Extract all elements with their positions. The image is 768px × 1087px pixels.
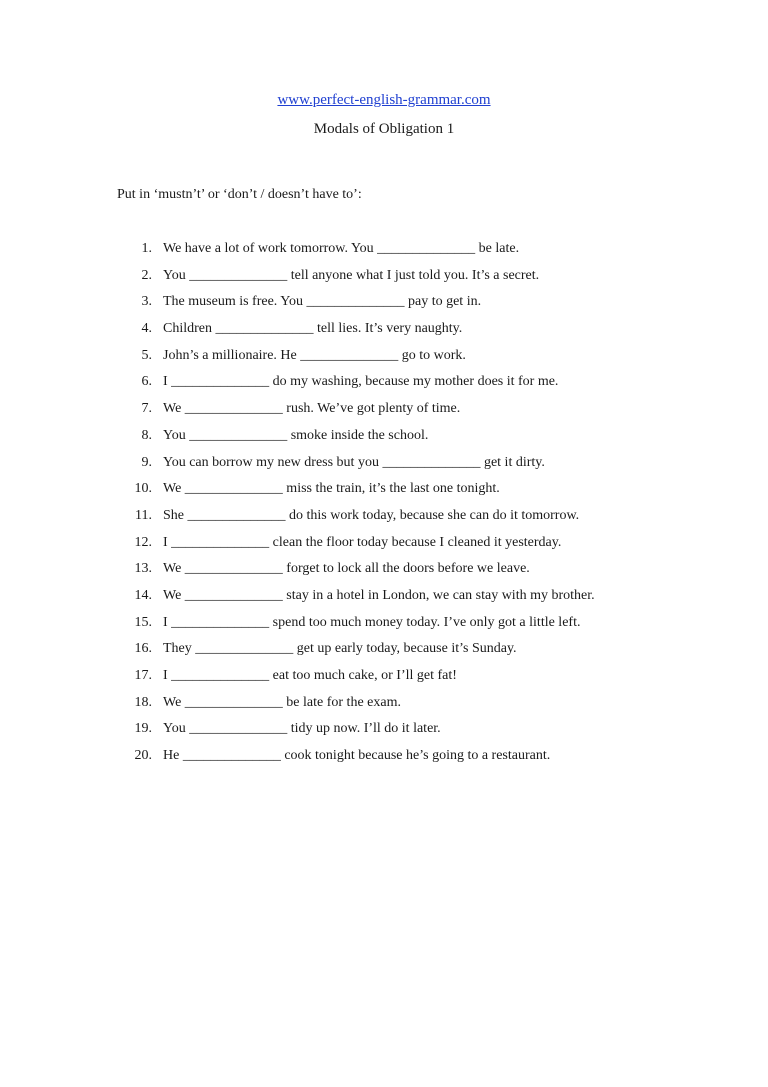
exercise-sentence: We have a lot of work tomorrow. You ______________ be late. [163, 241, 520, 256]
exercise-number: 17. [134, 668, 152, 683]
exercise-number: 2. [141, 267, 152, 283]
exercise-number: 19. [134, 721, 152, 737]
site-link[interactable]: www.perfect-english-grammar.com [277, 92, 491, 108]
exercise-sentence: I ______________ clean the floor today because I cleaned it yesterday. [163, 534, 562, 550]
exercise-sentence: We ______________ be late for the exam. [163, 694, 401, 710]
exercise-number: 13. [134, 561, 152, 577]
exercise-sentence: I ______________ spend too much money today. I’ve only got a little left. [163, 614, 581, 630]
exercise-sentence: You can borrow my new dress but you ______________ get it dirty. [163, 454, 545, 470]
exercise-sentence: We ______________ rush. We’ve got plenty of time. [163, 401, 461, 417]
exercise-number: 14. [134, 587, 152, 603]
exercise-sentence: You ______________ tell anyone what I just told you. It’s a secret. [163, 267, 540, 283]
exercise-number: 20. [134, 748, 152, 764]
page-title: Modals of Obligation 1 [313, 121, 455, 137]
exercise-sentence: John’s a millionaire. He ______________ go to work. [163, 347, 466, 363]
exercise-sentence: We ______________ forget to lock all the doors before we leave. [163, 561, 530, 577]
exercise-number: 18. [134, 694, 152, 710]
exercise-sentence: She ______________ do this work today, because she can do it tomorrow. [163, 507, 580, 523]
exercise-number: 16. [134, 641, 152, 657]
exercise-number: 10. [134, 481, 152, 497]
exercise-number: 6. [141, 374, 152, 390]
exercise-number: 12. [134, 534, 152, 550]
exercise-number: 7. [141, 401, 152, 417]
exercise-sentence: We ______________ stay in a hotel in London, we can stay with my brother. [163, 587, 595, 603]
exercise-sentence: He ______________ cook tonight because he’s going to a restaurant. [163, 748, 551, 764]
exercise-number: 3. [141, 294, 152, 310]
exercise-sentence: You ______________ smoke inside the school. [163, 427, 429, 443]
exercise-sentence: They ______________ get up early today, because it’s Sunday. [163, 641, 517, 657]
exercise-sentence: You ______________ tidy up now. I’ll do it later. [163, 721, 441, 737]
exercise-number: 4. [141, 321, 152, 337]
exercise-number: 1. [141, 241, 152, 256]
exercise-sentence: We ______________ miss the train, it’s the last one tonight. [163, 481, 500, 497]
exercise-number: 8. [141, 427, 152, 443]
exercise-number: 11. [135, 507, 152, 523]
exercise-number: 15. [134, 614, 152, 630]
exercise-number: 9. [141, 454, 152, 470]
exercise-number: 5. [141, 347, 152, 363]
exercise-sentence: I ______________ eat too much cake, or I’ll get fat! [163, 668, 457, 683]
exercise-sentence: Children ______________ tell lies. It’s very naughty. [163, 321, 463, 337]
instruction-text: Put in ‘mustn’t’ or ‘don’t / doesn’t have to’: [117, 187, 362, 202]
exercise-sentence: I ______________ do my washing, because my mother does it for me. [163, 374, 559, 390]
exercise-sentence: The museum is free. You ______________ pay to get in. [163, 294, 482, 310]
